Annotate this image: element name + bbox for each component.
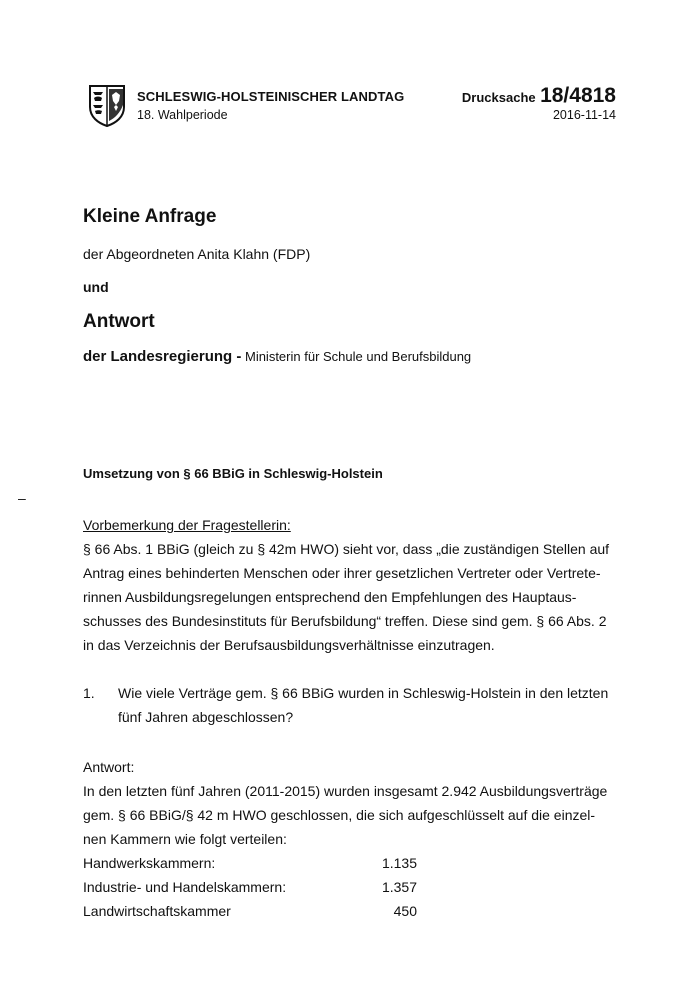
margin-mark: – bbox=[18, 490, 26, 506]
question-number: 1. bbox=[83, 685, 95, 701]
question-line: Wie viele Verträge gem. § 66 BBiG wurden in Schleswig-Holstein in den letzten bbox=[118, 685, 609, 701]
answer-line: gem. § 66 BBiG/§ 42 m HWO geschlossen, die sich aufgeschlüsselt auf die einzel- bbox=[83, 807, 596, 823]
vorbemerkung-line: schusses des Bundesinstituts für Berufsbildung“ treffen. Diese sind gem. § 66 Abs. 2 bbox=[83, 613, 607, 629]
coat-of-arms-icon bbox=[87, 83, 127, 127]
landesregierung-label: der Landesregierung - bbox=[83, 348, 242, 365]
table-row-value: 450 bbox=[393, 903, 417, 919]
vorbemerkung-heading: Vorbemerkung der Fragestellerin: bbox=[83, 517, 291, 533]
title-kleine-anfrage: Kleine Anfrage bbox=[83, 206, 217, 227]
vorbemerkung-line: Antrag eines behinderten Menschen oder ihrer gesetzlichen Vertreter oder Vertrete- bbox=[83, 565, 601, 581]
table-row bbox=[83, 851, 417, 875]
table-row-label: Industrie- und Handelskammern: bbox=[83, 879, 287, 895]
table-row-value: 1.357 bbox=[381, 879, 417, 895]
legislative-period: 18. Wahlperiode bbox=[137, 108, 228, 122]
document-date: 2016-11-14 bbox=[552, 108, 616, 122]
question-1 bbox=[83, 681, 628, 729]
table-row-value: 1.135 bbox=[381, 855, 417, 871]
table-row-label: Landwirtschaftskammer bbox=[83, 903, 231, 919]
drucksache-label: Drucksache bbox=[461, 90, 536, 105]
topic-heading: Umsetzung von § 66 BBiG in Schleswig-Holstein bbox=[83, 466, 383, 481]
title-antwort: Antwort bbox=[83, 311, 155, 332]
organization-name: SCHLESWIG-HOLSTEINISCHER LANDTAG bbox=[137, 89, 405, 104]
answer-section bbox=[83, 755, 628, 851]
answer-line: nen Kammern wie folgt verteilen: bbox=[83, 831, 287, 847]
table-row bbox=[83, 899, 417, 923]
drucksache-block bbox=[462, 84, 616, 108]
vorbemerkung-line: § 66 Abs. 1 BBiG (gleich zu § 42m HWO) sieht vor, dass „die zuständigen Stellen auf bbox=[83, 541, 610, 557]
kammer-table bbox=[83, 851, 417, 923]
answer-line: In den letzten fünf Jahren (2011-2015) wurden insgesamt 2.942 Ausbildungsverträge bbox=[83, 783, 608, 799]
und-line: und bbox=[83, 279, 109, 295]
question-line: fünf Jahren abgeschlossen? bbox=[118, 709, 294, 725]
vorbemerkung-line: in das Verzeichnis der Berufsausbildungsverhältnisse einzutragen. bbox=[83, 637, 495, 653]
table-row bbox=[83, 875, 417, 899]
ministerium-label: Ministerin für Schule und Berufsbildung bbox=[241, 349, 472, 364]
abgeordnete-line: der Abgeordneten Anita Klahn (FDP) bbox=[83, 246, 311, 262]
vorbemerkung-line: rinnen Ausbildungsregelungen entsprechend den Empfehlungen des Hauptaus- bbox=[83, 589, 577, 605]
answer-heading: Antwort: bbox=[83, 759, 135, 775]
drucksache-number: 18/4818 bbox=[540, 84, 616, 107]
question-text bbox=[118, 681, 628, 729]
vorbemerkung-section bbox=[83, 513, 628, 657]
landesregierung-line bbox=[83, 348, 471, 365]
table-row-label: Handwerkskammern: bbox=[83, 855, 216, 871]
